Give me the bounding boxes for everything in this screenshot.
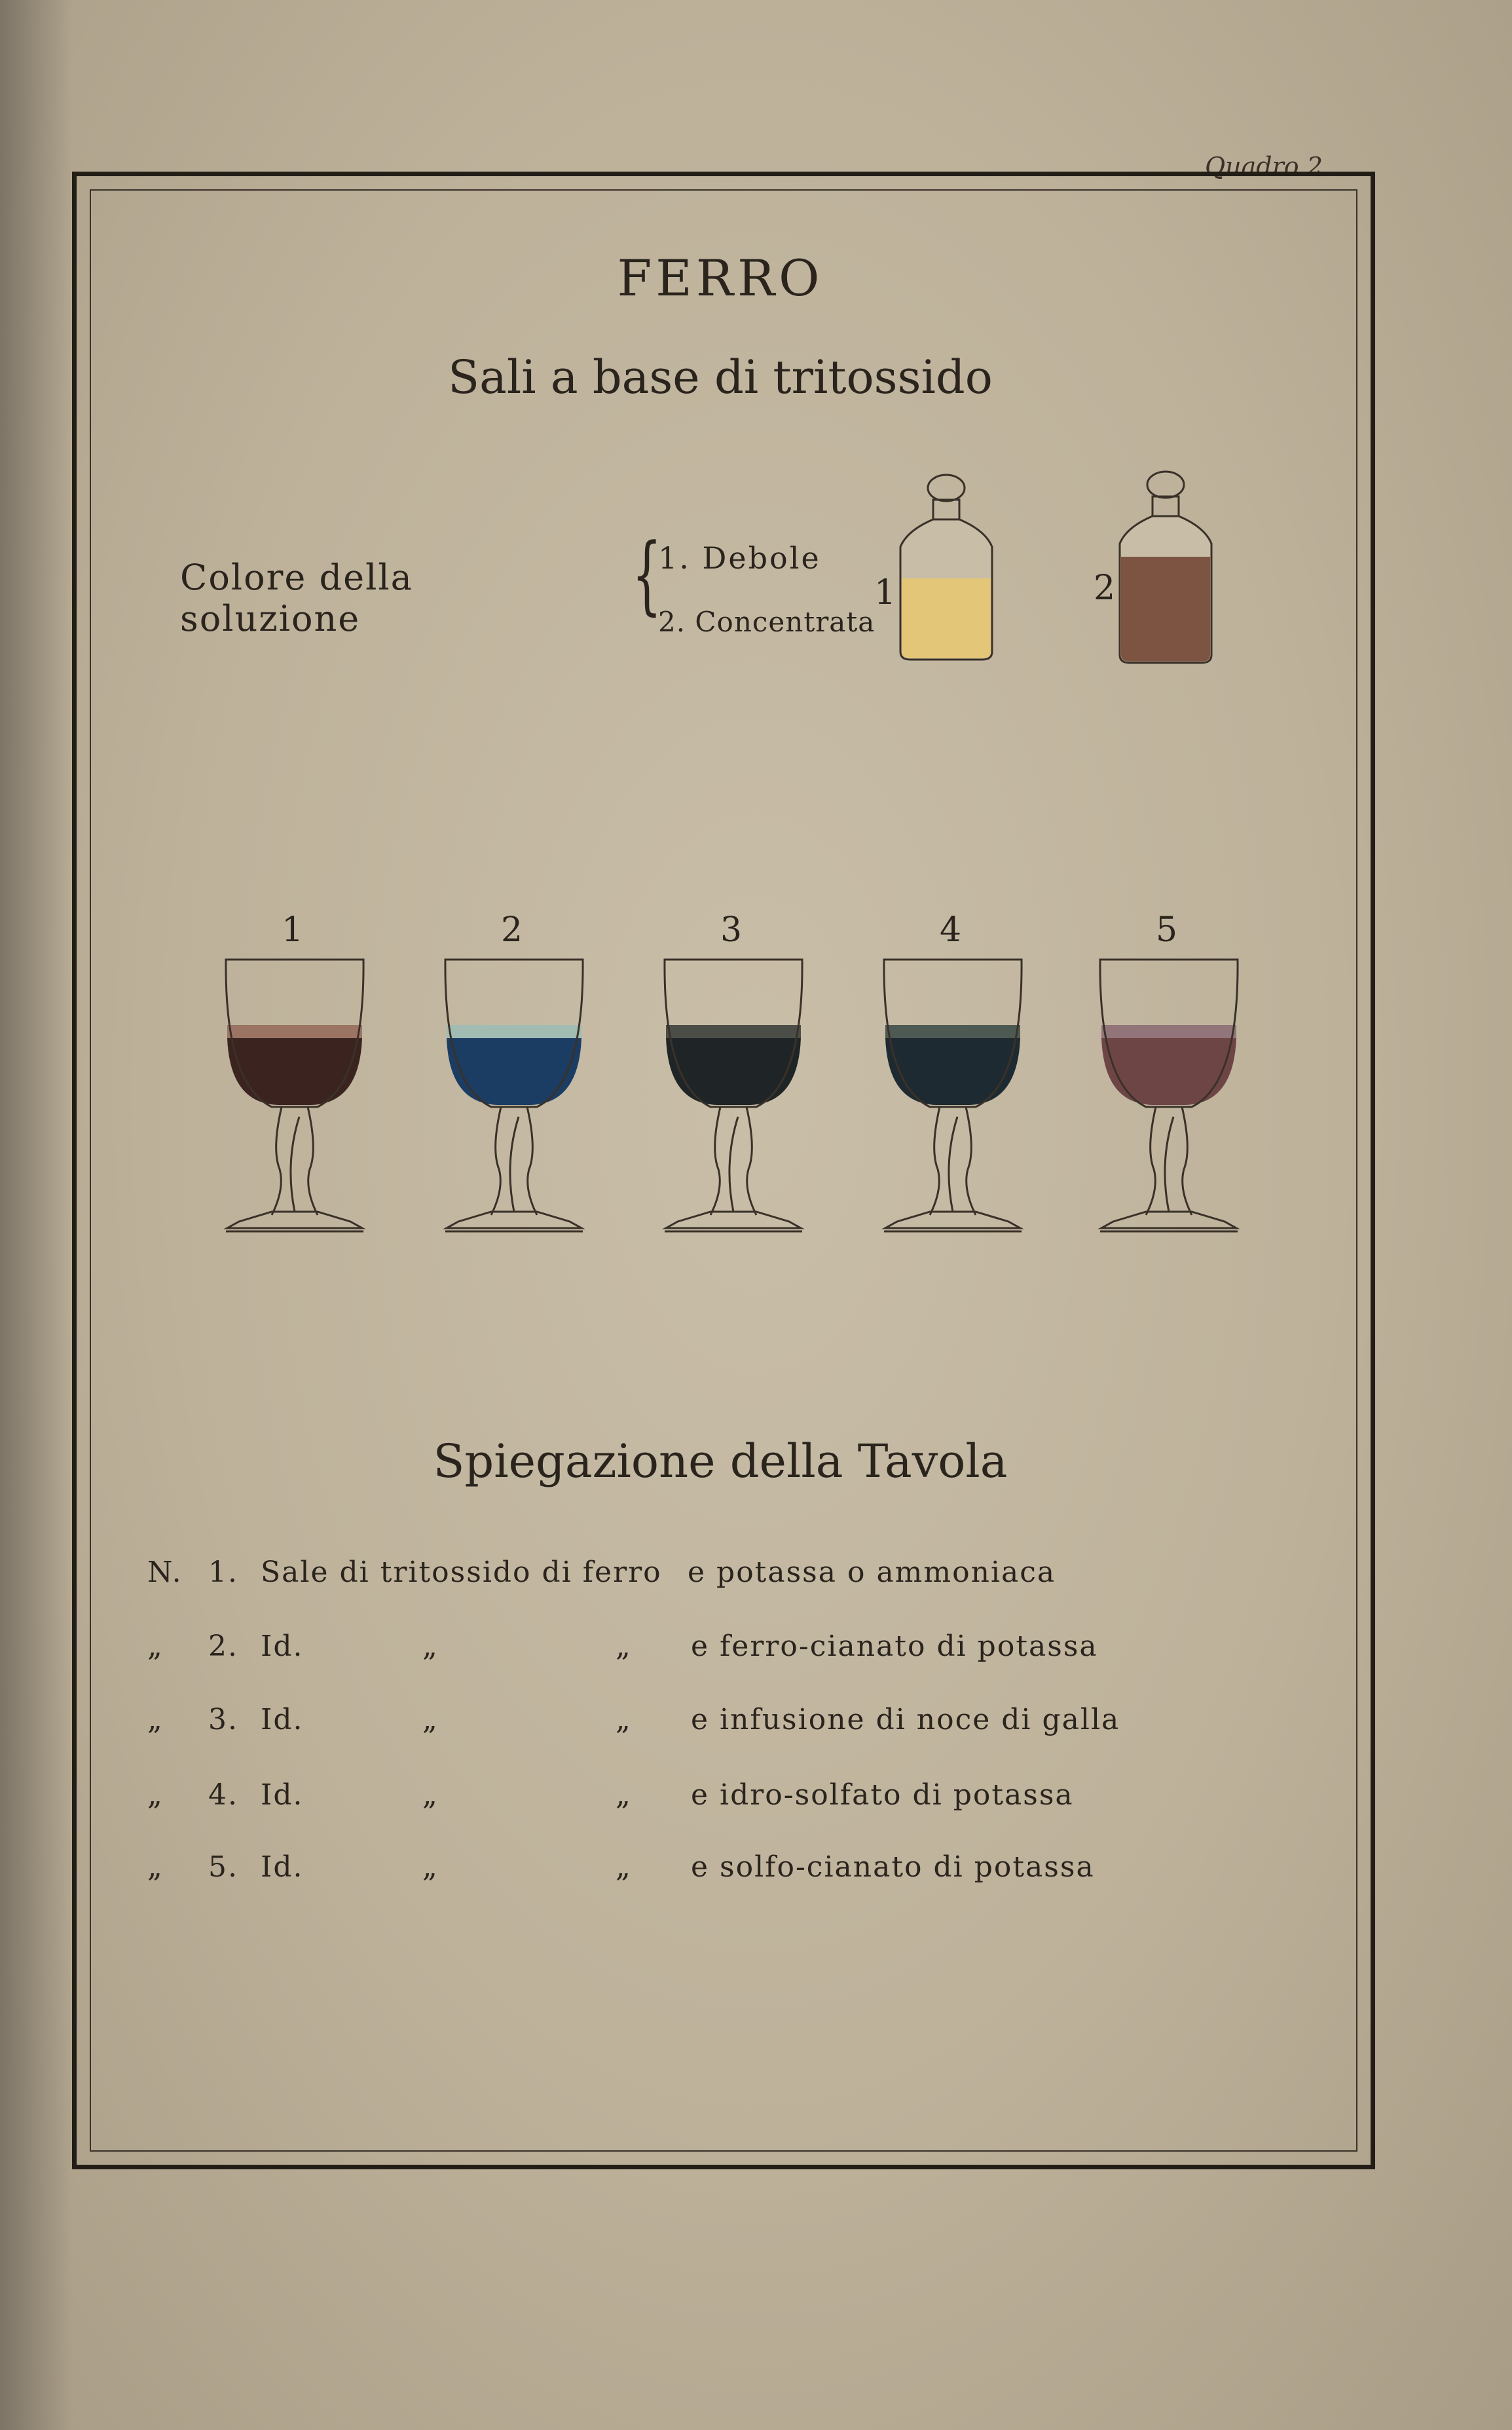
glass-4-liquid — [885, 1038, 1020, 1105]
glass-5-surface-band — [1101, 1025, 1236, 1038]
plate-title: FERRO — [617, 249, 824, 307]
explanation-row-3-reagent: e infusione di noce di galla — [691, 1703, 1120, 1736]
explanation-row-5-number: 5. — [208, 1850, 238, 1884]
solution-option-concentrated: 2. Concentrata — [658, 606, 876, 638]
explanation-row-5-mark1: „ — [422, 1850, 439, 1884]
explanation-row-1-prefix: N. — [147, 1556, 183, 1589]
glass-2-liquid — [447, 1038, 581, 1105]
bottle-number-2: 2 — [1094, 569, 1116, 608]
explanation-row-3-mark2: „ — [616, 1703, 632, 1736]
glass-3 — [658, 953, 809, 1248]
explanation-row-1-reagent: e potassa o ammoniaca — [688, 1556, 1056, 1589]
explanation-row-3-mark1: „ — [422, 1703, 439, 1736]
plate-subtitle: Sali a base di tritossido — [448, 350, 993, 404]
brace-icon: { — [632, 525, 662, 624]
glass-number-2: 2 — [501, 910, 523, 950]
glass-1 — [219, 953, 370, 1248]
glass-4 — [877, 953, 1028, 1248]
glass-4-surface-band — [885, 1025, 1020, 1038]
explanation-row-5-subject: Id. — [261, 1850, 304, 1884]
explanation-row-4-mark1: „ — [422, 1778, 439, 1812]
explanation-row-3-subject: Id. — [261, 1703, 304, 1736]
glass-5-liquid — [1101, 1038, 1236, 1105]
explanation-heading: Spiegazione della Tavola — [433, 1434, 1008, 1488]
explanation-row-2-subject: Id. — [261, 1630, 304, 1663]
glass-5 — [1094, 953, 1244, 1248]
explanation-row-4-number: 4. — [208, 1778, 238, 1812]
explanation-row-4-subject: Id. — [261, 1778, 304, 1812]
explanation-row-1-subject: Sale di tritossido di ferro — [261, 1556, 662, 1589]
glass-2-surface-band — [447, 1025, 581, 1038]
bottle-2 — [1107, 465, 1225, 668]
plate-number: Quadro 2. — [1205, 152, 1331, 181]
glass-number-4: 4 — [940, 910, 962, 950]
explanation-row-3-prefix: „ — [147, 1703, 164, 1736]
glass-3-surface-band — [666, 1025, 801, 1038]
solution-option-weak: 1. Debole — [658, 540, 821, 576]
solution-color-label: Colore della soluzione — [180, 557, 413, 639]
explanation-row-2-reagent: e ferro-cianato di potassa — [691, 1630, 1098, 1663]
explanation-row-1-number: 1. — [208, 1556, 238, 1589]
glass-3-liquid — [666, 1038, 801, 1105]
glass-2 — [439, 953, 589, 1248]
explanation-row-2-prefix: „ — [147, 1630, 164, 1663]
glass-1-surface-band — [227, 1025, 362, 1038]
explanation-row-4-mark2: „ — [616, 1778, 632, 1812]
glass-number-5: 5 — [1156, 910, 1178, 950]
glass-number-1: 1 — [282, 910, 304, 950]
explanation-row-2-mark2: „ — [616, 1630, 632, 1663]
explanation-row-3-number: 3. — [208, 1703, 238, 1736]
explanation-row-5-mark2: „ — [616, 1850, 632, 1884]
explanation-row-4-prefix: „ — [147, 1778, 164, 1812]
explanation-row-5-prefix: „ — [147, 1850, 164, 1884]
explanation-row-5-reagent: e solfo-cianato di potassa — [691, 1850, 1095, 1884]
explanation-row-2-mark1: „ — [422, 1630, 439, 1663]
page-binding-shadow — [0, 0, 72, 2430]
glass-number-3: 3 — [720, 910, 743, 950]
bottle-1 — [887, 468, 1005, 665]
glass-1-liquid — [227, 1038, 362, 1105]
explanation-row-4-reagent: e idro-solfato di potassa — [691, 1778, 1074, 1812]
bottle-number-1: 1 — [874, 573, 896, 612]
explanation-row-2-number: 2. — [208, 1630, 238, 1663]
